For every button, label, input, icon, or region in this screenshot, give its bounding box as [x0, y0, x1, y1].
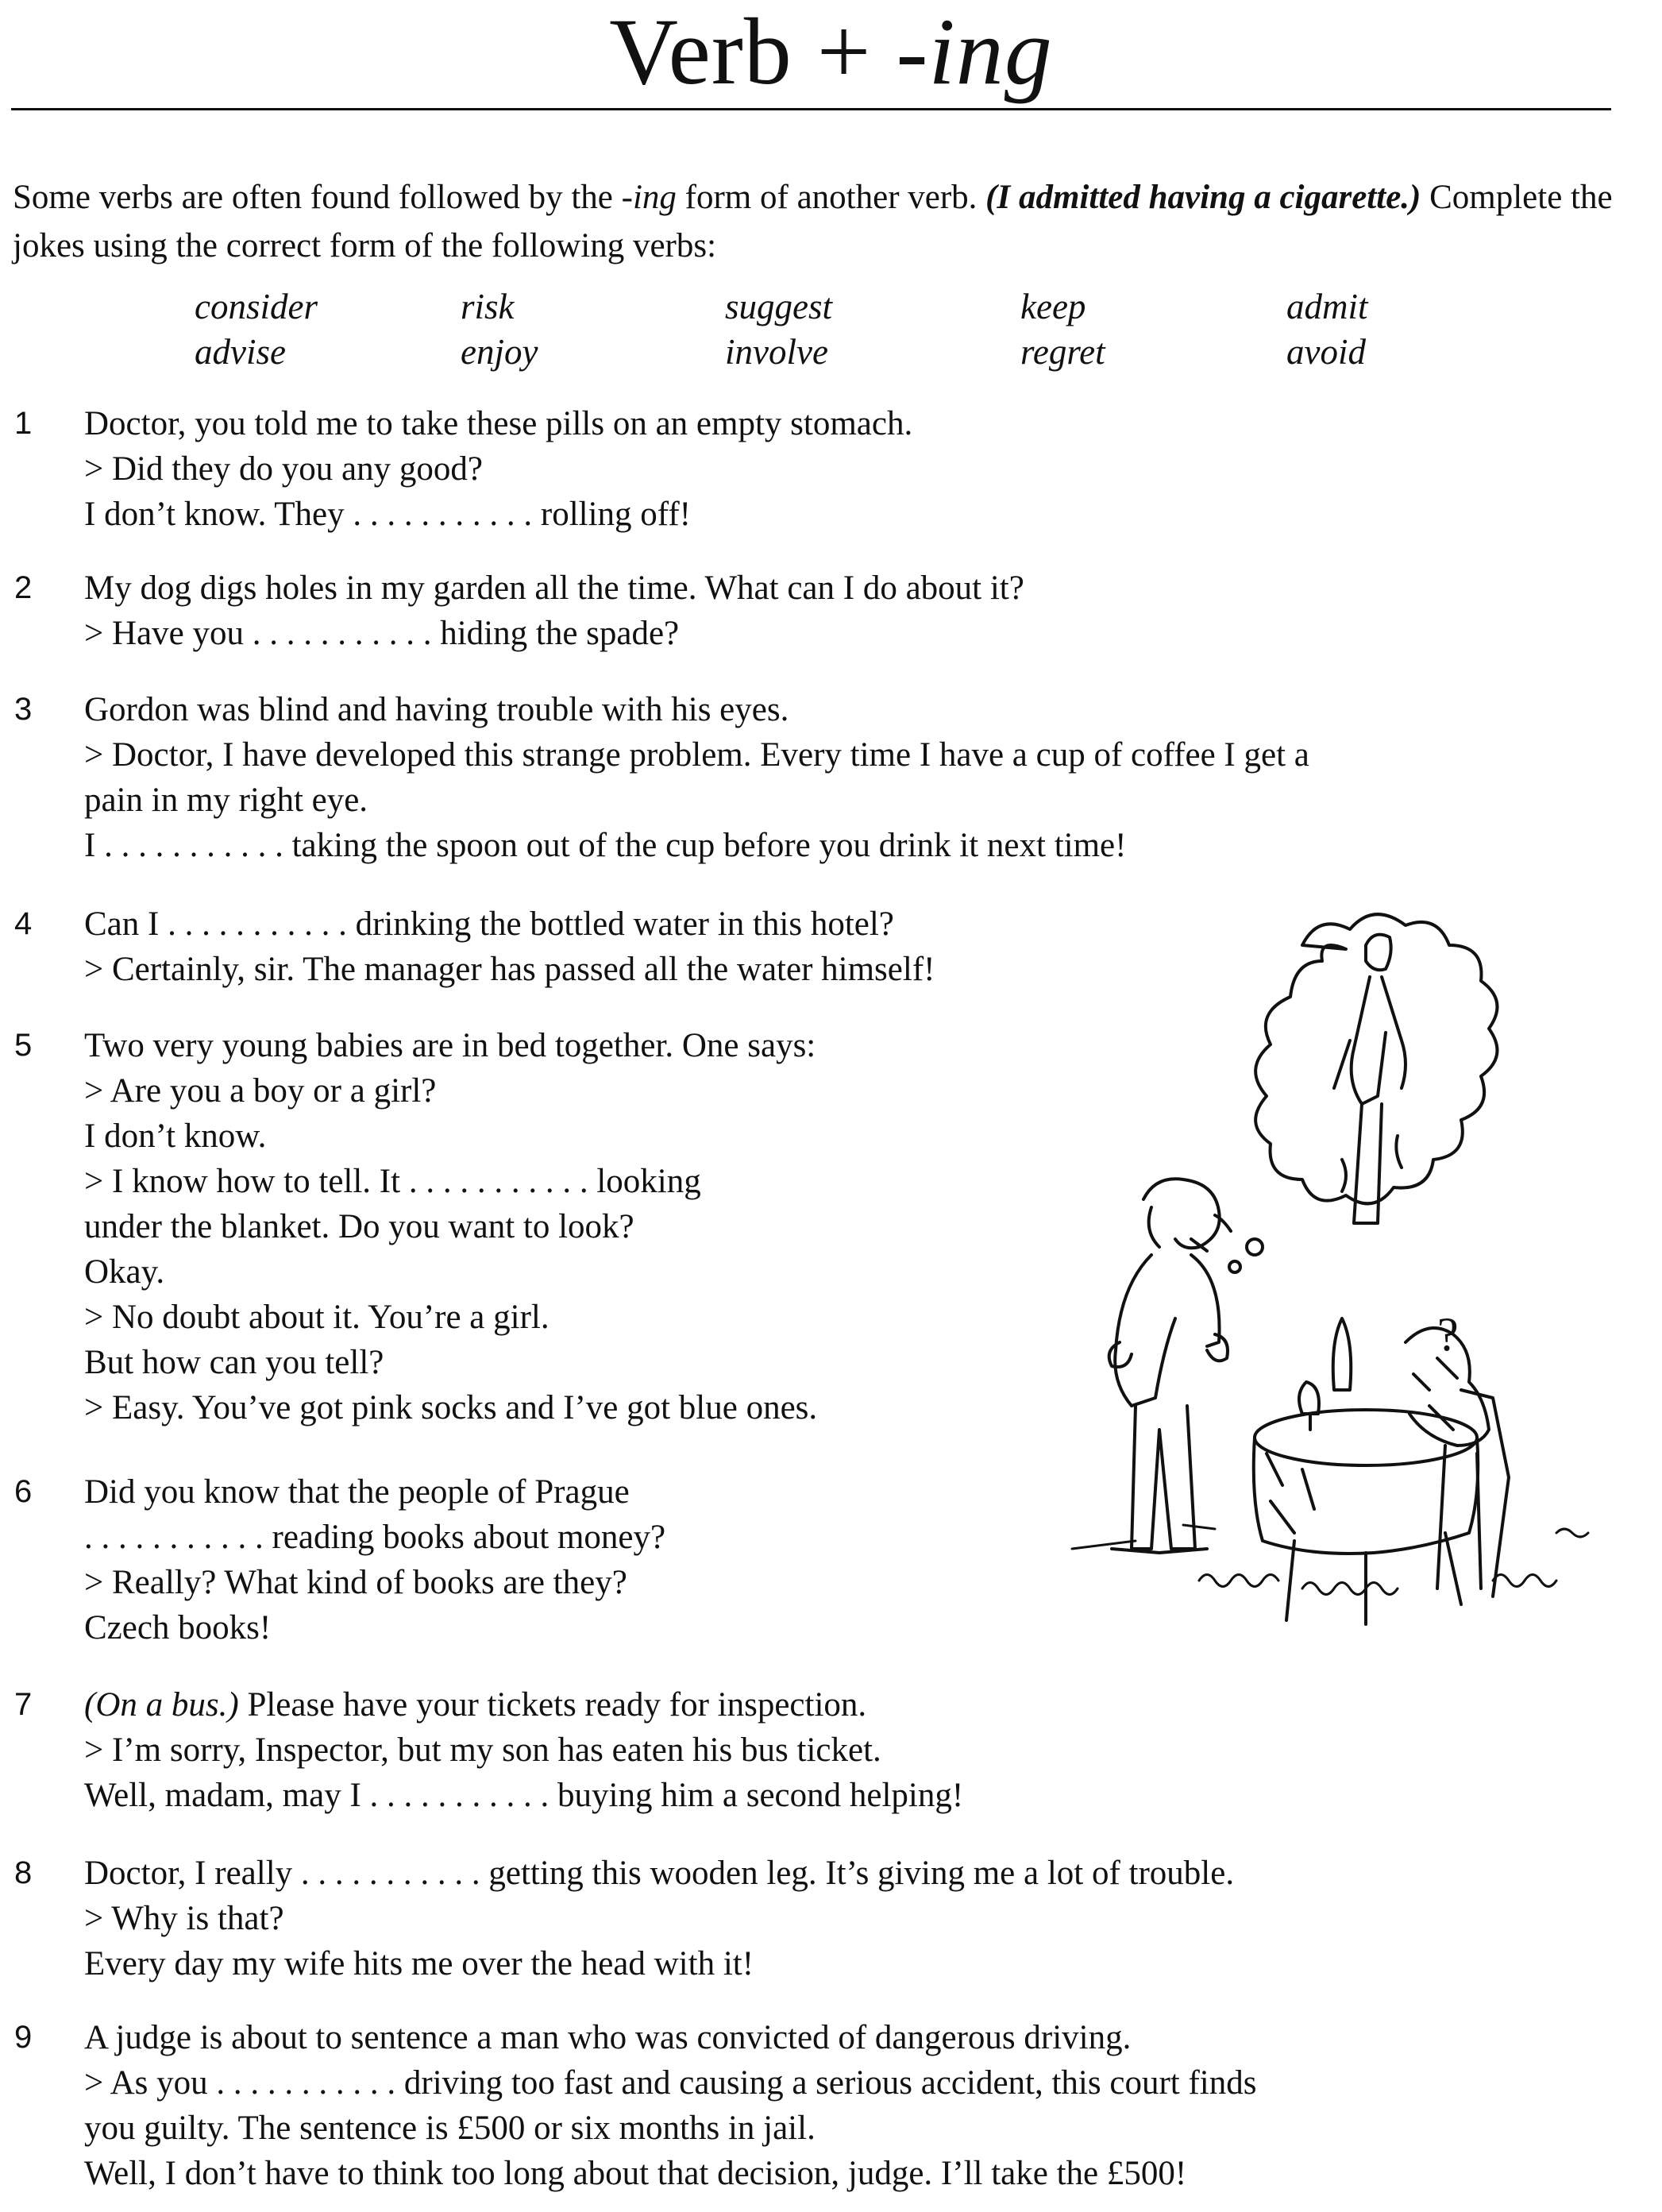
- intro-text-1: Some verbs are often found followed by the: [13, 179, 622, 216]
- item-italic-lead: (On a bus.): [84, 1686, 239, 1724]
- item-number: 9: [14, 2020, 33, 2055]
- item-number: 6: [14, 1474, 33, 1509]
- item-line: under the blanket. Do you want to look?: [84, 1208, 634, 1245]
- ground-scribbles: [1072, 1525, 1588, 1595]
- item-line: Doctor, you told me to take these pills on an empty stomach.: [84, 405, 913, 442]
- item-body: [84, 1469, 665, 1650]
- item-line: > Why is that?: [84, 1900, 284, 1937]
- item-line: pain in my right eye.: [84, 782, 368, 819]
- verb-advise: advise: [195, 332, 286, 372]
- intro-text-3: Complete the jokes using the correct form of the following verbs:: [13, 179, 1613, 264]
- verb-enjoy: enjoy: [461, 332, 538, 372]
- item-line: > As you . . . . . . . . . . . driving too fast and causing a serious accident, this court finds: [84, 2064, 1257, 2102]
- item-body: [84, 1682, 963, 1818]
- verb-regret: regret: [1020, 332, 1105, 372]
- item-line: > Doctor, I have developed this strange problem. Every time I have a cup of coffee I get a: [84, 736, 1309, 774]
- item-line: > No doubt about it. You’re a girl.: [84, 1299, 550, 1336]
- item-line: > I’m sorry, Inspector, but my son has eaten his bus ticket.: [84, 1731, 881, 1769]
- item-line: Can I . . . . . . . . . . . drinking the bottled water in this hotel?: [84, 905, 894, 943]
- item-line: Gordon was blind and having trouble with his eyes.: [84, 691, 789, 728]
- verb-consider: consider: [195, 287, 318, 326]
- item-number: 5: [14, 1028, 33, 1063]
- item-line: I don’t know. They . . . . . . . . . . . rolling off!: [84, 496, 691, 533]
- item-number: 7: [14, 1687, 33, 1722]
- item-line: > Certainly, sir. The manager has passed all the water himself!: [84, 951, 935, 988]
- standing-man: [1109, 1179, 1231, 1553]
- item-line: Okay.: [84, 1253, 165, 1291]
- item-body: [84, 687, 1309, 868]
- intro-text-2: form of another verb.: [676, 179, 986, 216]
- item-body: [84, 2015, 1256, 2196]
- item-line: Every day my wife hits me over the head with it!: [84, 1945, 754, 1982]
- verb-suggest: suggest: [725, 287, 832, 326]
- cartoon-illustration: [1064, 898, 1612, 1628]
- title-plain: Verb +: [609, 0, 897, 104]
- item-line: . . . . . . . . . . . reading books about money?: [84, 1519, 666, 1556]
- item-line: Two very young babies are in bed together. One says:: [84, 1027, 816, 1064]
- item-body: [84, 1023, 817, 1430]
- item-line: Czech books!: [84, 1609, 272, 1646]
- title-rule: [11, 108, 1611, 110]
- intro-paragraph: [13, 173, 1645, 270]
- item-line: A judge is about to sentence a man who was convicted of dangerous driving.: [84, 2019, 1132, 2056]
- item-line-rest: Please have your tickets ready for inspection.: [238, 1686, 867, 1724]
- thought-bubble: [1229, 914, 1497, 1272]
- item-line: > Did they do you any good?: [84, 450, 483, 488]
- item-line: you guilty. The sentence is £500 or six months in jail.: [84, 2110, 816, 2147]
- verb-involve: involve: [725, 332, 828, 372]
- item-line: Well, madam, may I . . . . . . . . . . . buying him a second helping!: [84, 1777, 964, 1814]
- item-number: 1: [14, 406, 33, 441]
- title-italic: -ing: [896, 0, 1053, 104]
- item-line: [84, 1682, 963, 1728]
- page-title: [0, 0, 1662, 103]
- verb-avoid: avoid: [1286, 332, 1366, 372]
- item-line: > Easy. You’ve got pink socks and I’ve got blue ones.: [84, 1389, 818, 1426]
- item-line: I . . . . . . . . . . . taking the spoon out of the cup before you drink it next time!: [84, 827, 1127, 864]
- item-line: > Have you . . . . . . . . . . . hiding the spade?: [84, 615, 680, 652]
- item-line: Well, I don’t have to think too long about that decision, judge. I’ll take the £500!: [84, 2155, 1187, 2192]
- item-line: > Are you a boy or a girl?: [84, 1072, 437, 1110]
- verb-risk: risk: [461, 287, 515, 326]
- item-line: I don’t know.: [84, 1118, 267, 1155]
- item-number: 4: [14, 906, 33, 941]
- item-body: [84, 566, 1024, 656]
- verb-admit: admit: [1286, 287, 1368, 326]
- item-number: 2: [14, 570, 33, 605]
- item-body: [84, 401, 912, 537]
- verb-keep: keep: [1020, 287, 1086, 326]
- dreaming-figure: [1334, 935, 1406, 1223]
- item-number: 3: [14, 692, 33, 727]
- item-body: [84, 901, 935, 992]
- question-mark-glyph: ?: [1437, 1308, 1459, 1361]
- item-line: > Really? What kind of books are they?: [84, 1564, 627, 1601]
- item-number: 8: [14, 1855, 33, 1890]
- intro-ing: -ing: [621, 179, 677, 216]
- item-line: > I know how to tell. It . . . . . . . . . . . looking: [84, 1163, 701, 1200]
- item-line: Doctor, I really . . . . . . . . . . . getting this wooden leg. It’s giving me a lot of trouble.: [84, 1855, 1235, 1892]
- item-line: My dog digs holes in my garden all the time. What can I do about it?: [84, 569, 1024, 607]
- item-body: [84, 1851, 1234, 1986]
- item-line: Did you know that the people of Prague: [84, 1473, 630, 1511]
- intro-example: (I admitted having a cigarette.): [985, 179, 1421, 216]
- item-line: But how can you tell?: [84, 1344, 384, 1381]
